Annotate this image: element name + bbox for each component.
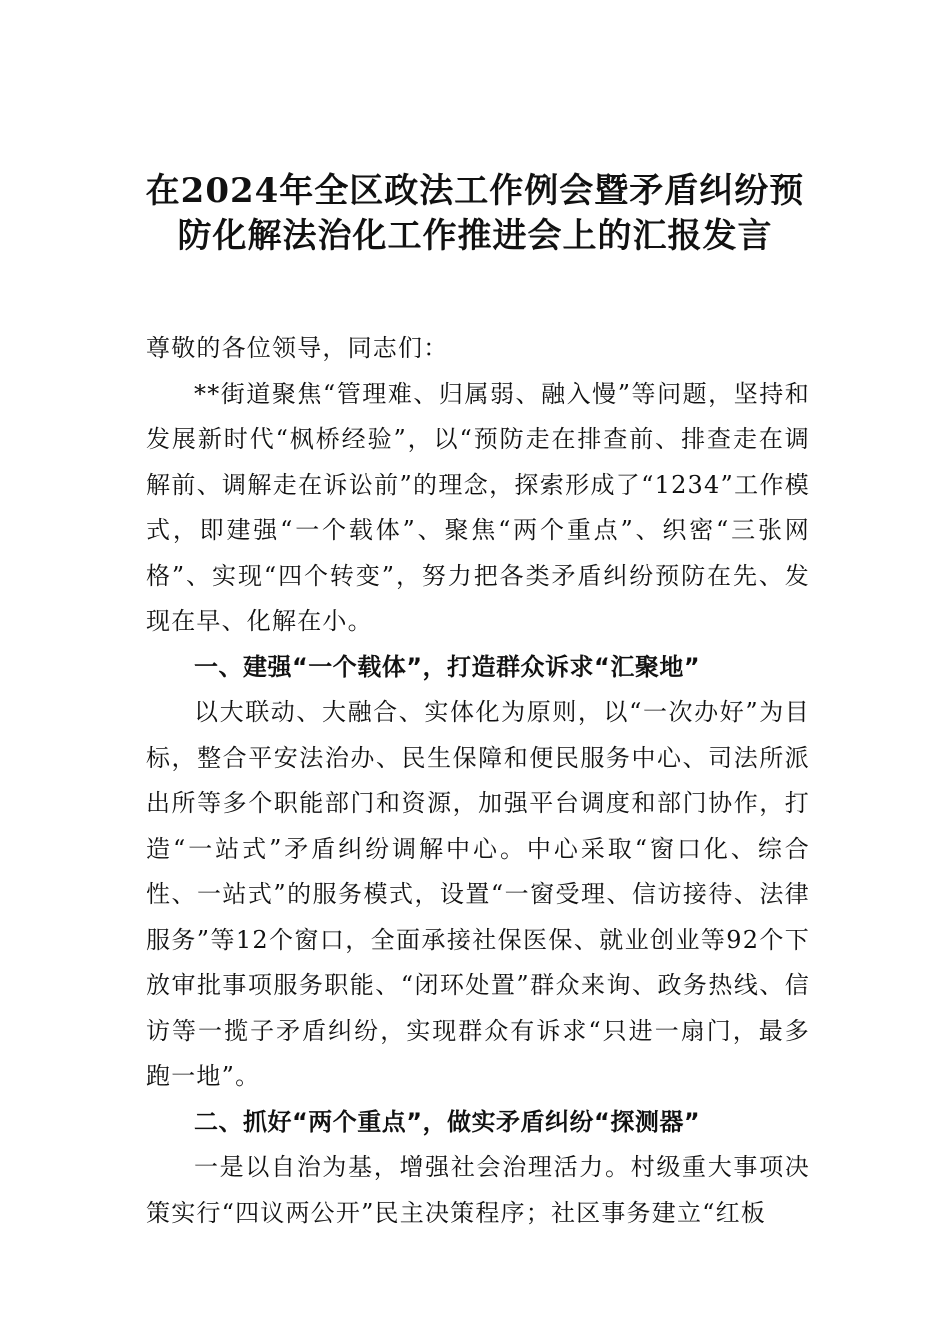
- title-line-1: 在2024年全区政法工作例会暨矛盾纠纷预: [145, 171, 805, 211]
- section-2-heading: 二、抓好“两个重点”，做实矛盾纠纷“探测器”: [194, 1107, 701, 1136]
- salutation: 尊敬的各位领导，同志们：: [146, 334, 449, 362]
- document-body: [146, 326, 810, 1236]
- section-1-paragraph: 以大联动、大融合、实体化为原则，以“一次办好”为目标，整合平安法治办、民生保障和便民服务中心、司法所派出所等多个职能部门和资源，加强平台调度和部门协作，打造“一站式”矛盾纠纷调解中心。中心采取“窗口化、综合性、一站式”的服务模式，设置“一窗受理、信访接待、法律服务”等12个窗口，全面承接社保医保、就业创业等92个下放审批事项服务职能、“闭环处置”群众来询、政务热线、信访等一揽子矛盾纠纷，实现群众有诉求“只进一扇门，最多跑一地”。: [146, 698, 810, 1090]
- intro-paragraph: **街道聚焦“管理难、归属弱、融入慢”等问题，坚持和发展新时代“枫桥经验”，以“预防走在排查前、排查走在调解前、调解走在诉讼前”的理念，探索形成了“1234”工作模式，即建强“一个载体”、聚焦“两个重点”、织密“三张网格”、实现“四个转变”，努力把各类矛盾纠纷预防在先、发现在早、化解在小。: [146, 379, 810, 635]
- title-line-2: 防化解法治化工作推进会上的汇报发言: [177, 216, 773, 256]
- section-2-paragraph: 一是以自治为基，增强社会治理活力。村级重大事项决策实行“四议两公开”民主决策程序；社区事务建立“红板: [146, 1153, 810, 1227]
- section-1-heading: 一、建强“一个载体”，打造群众诉求“汇聚地”: [194, 652, 701, 681]
